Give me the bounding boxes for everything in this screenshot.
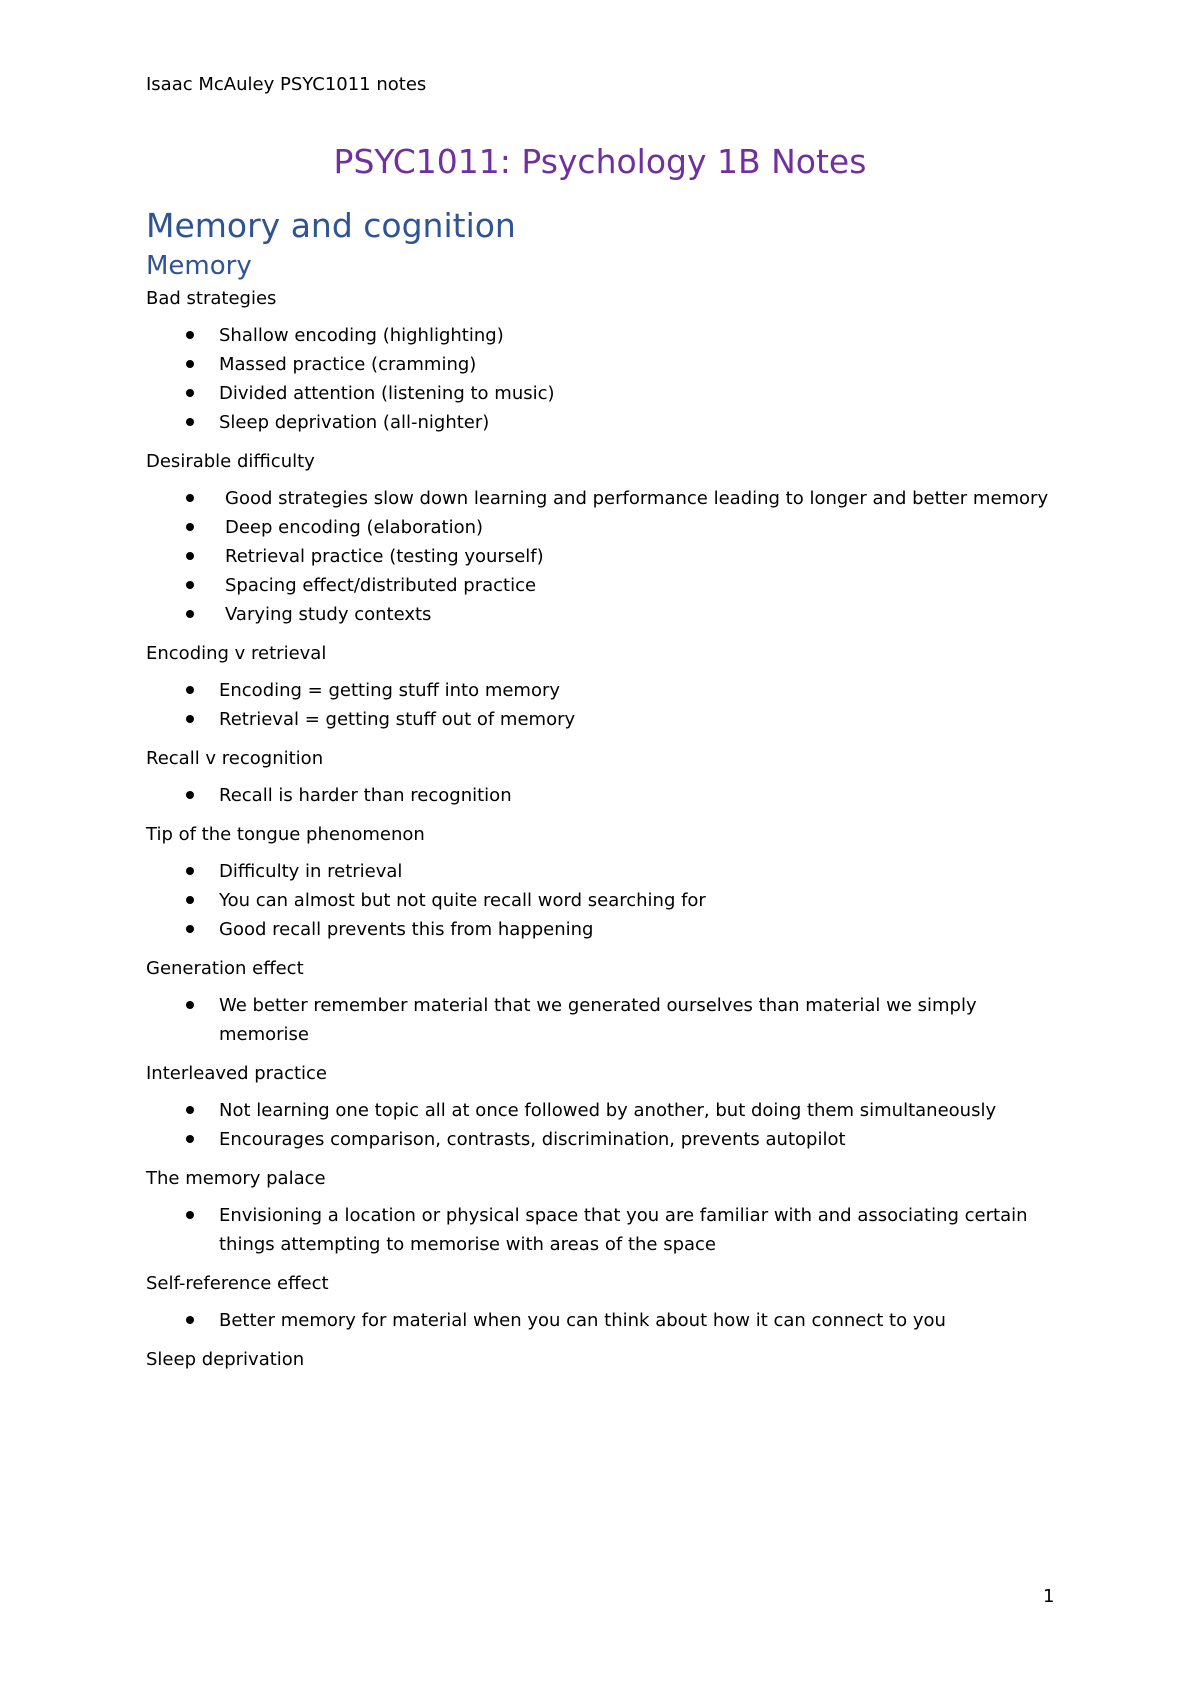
section-title: The memory palace [146,1168,326,1189]
bullet-icon [186,360,194,368]
bullet-icon [186,610,194,618]
list-item-text: Spacing effect/distributed practice [225,575,537,596]
section-title: Tip of the tongue phenomenon [146,824,425,845]
list-item [146,321,1066,350]
list-item-text: Encourages comparison, contrasts, discrimination, prevents autopilot [219,1129,846,1150]
list-item [146,915,1066,944]
list-item-text: Shallow encoding (highlighting) [219,325,504,346]
list-item-text: Retrieval practice (testing yourself) [225,546,544,567]
running-header: Isaac McAuley PSYC1011 notes [146,74,427,95]
bullet-icon [186,1316,194,1324]
list-item-text: Divided attention (listening to music) [219,383,555,404]
bullet-icon [186,896,194,904]
list-item-text: Good recall prevents this from happening [219,919,594,940]
bullet-icon [186,581,194,589]
section-title: Self-reference effect [146,1273,329,1294]
section-title: Bad strategies [146,288,277,309]
list-item [146,886,1066,915]
list-item [146,408,1066,437]
page-number: 1 [1043,1586,1055,1607]
bullet-list [146,484,1066,629]
bullet-list [146,781,1066,810]
list-item [146,513,1066,542]
list-item-text: Envisioning a location or physical space that you are familiar with and associating certain things attempting to memorise with areas of the space [219,1205,1028,1255]
bullet-icon [186,331,194,339]
list-item [146,600,1066,629]
bullet-icon [186,494,194,502]
bullet-list [146,991,1066,1049]
list-item [146,991,1066,1049]
list-item-text: Not learning one topic all at once followed by another, but doing them simultaneously [219,1100,997,1121]
list-item [146,781,1066,810]
bullet-icon [186,389,194,397]
list-item [146,1306,1066,1335]
list-item [146,1201,1066,1259]
section-title: Encoding v retrieval [146,643,327,664]
list-item-text: We better remember material that we generated ourselves than material we simply memorise [219,995,977,1045]
notes-sections [146,286,1066,1372]
heading-memory-and-cognition: Memory and cognition [146,206,516,245]
list-item [146,1096,1066,1125]
bullet-list [146,1096,1066,1154]
section-title: Desirable difficulty [146,451,315,472]
list-item [146,484,1066,513]
bullet-icon [186,686,194,694]
list-item-text: Good strategies slow down learning and performance leading to longer and better memory [225,488,1049,509]
list-item-text: Sleep deprivation (all-nighter) [219,412,490,433]
list-item [146,379,1066,408]
list-item-text: Retrieval = getting stuff out of memory [219,709,576,730]
bullet-icon [186,1001,194,1009]
list-item-text: Encoding = getting stuff into memory [219,680,561,701]
bullet-icon [186,523,194,531]
bullet-icon [186,867,194,875]
bullet-list [146,1306,1066,1335]
section-title: Sleep deprivation [146,1349,305,1370]
list-item-text: You can almost but not quite recall word searching for [219,890,706,911]
bullet-list [146,857,1066,944]
heading-memory: Memory [146,251,252,281]
document-title: PSYC1011: Psychology 1B Notes [333,142,867,181]
bullet-icon [186,1106,194,1114]
list-item-text: Varying study contexts [225,604,432,625]
list-item [146,542,1066,571]
list-item [146,571,1066,600]
bullet-list [146,321,1066,437]
bullet-icon [186,925,194,933]
bullet-icon [186,791,194,799]
bullet-icon [186,552,194,560]
list-item-text: Deep encoding (elaboration) [225,517,484,538]
list-item-text: Difficulty in retrieval [219,861,403,882]
list-item [146,705,1066,734]
bullet-list [146,1201,1066,1259]
bullet-icon [186,715,194,723]
list-item [146,1125,1066,1154]
document-body [146,204,1066,1382]
list-item-text: Recall is harder than recognition [219,785,512,806]
list-item-text: Better memory for material when you can think about how it can connect to you [219,1310,946,1331]
list-item-text: Massed practice (cramming) [219,354,477,375]
list-item [146,350,1066,379]
list-item [146,857,1066,886]
list-item [146,676,1066,705]
bullet-list [146,676,1066,734]
bullet-icon [186,418,194,426]
section-title: Generation effect [146,958,304,979]
bullet-icon [186,1211,194,1219]
bullet-icon [186,1135,194,1143]
section-title: Recall v recognition [146,748,324,769]
section-title: Interleaved practice [146,1063,328,1084]
